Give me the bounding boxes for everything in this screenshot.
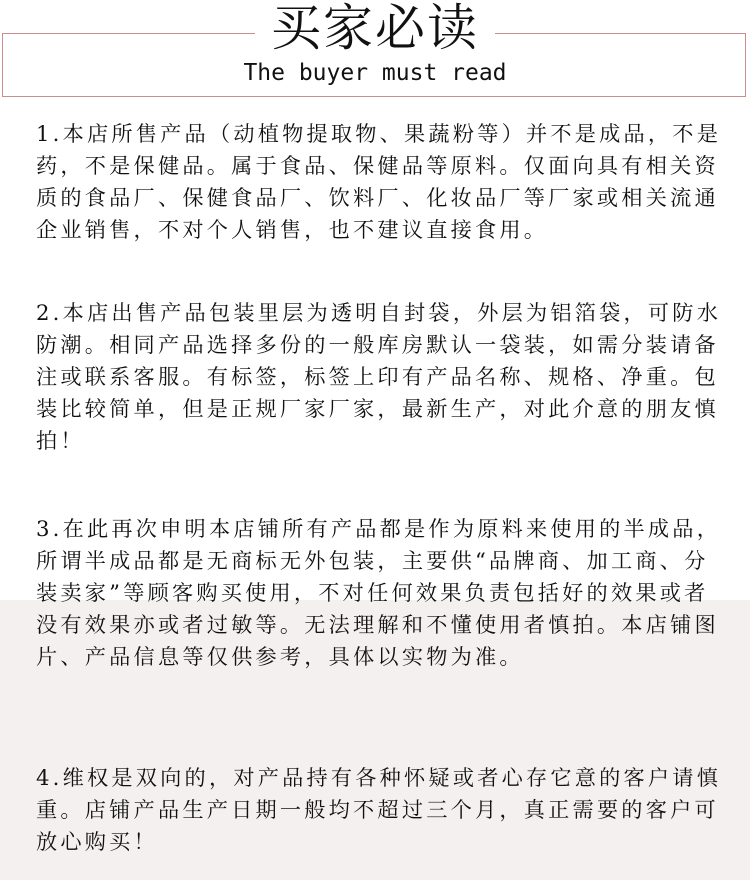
- header: [0, 0, 750, 60]
- page-subtitle: The buyer must read: [243, 60, 507, 86]
- page-title: 买家必读: [255, 0, 495, 60]
- notice-paragraph-2: 2.本店出售产品包装里层为透明自封袋，外层为铝箔袋，可防水防潮。相同产品选择多份的一般库房默认一袋装，如需分装请备注或联系客服。有标签，标签上印有产品名称、规格、净重。包装比较简单，但是正规厂家厂家，最新生产，对此介意的朋友慎拍！: [36, 300, 722, 453]
- notice-paragraph-1: 1.本店所售产品（动植物提取物、果蔬粉等）并不是成品，不是药，不是保健品。属于食品、保健品等原料。仅面向具有相关资质的食品厂、保健食品厂、饮料厂、化妆品厂等厂家或相关流通企业销售，不对个人销售，也不建议直接食用。: [36, 121, 722, 242]
- notice-paragraph-3: 3.在此再次申明本店铺所有产品都是作为原料来使用的半成品，所谓半成品都是无商标无外包装，主要供“品牌商、加工商、分装卖家”等顾客购买使用，不对任何效果负责包括好的效果或者没有效果亦或者过敏等。无法理解和不懂使用者慎拍。本店铺图片、产品信息等仅供参考，具体以实物为准。: [36, 516, 722, 669]
- notice-paragraph-4: 4.维权是双向的，对产品持有各种怀疑或者心存它意的客户请慎重。店铺产品生产日期一般均不超过三个月，真正需要的客户可放心购买！: [36, 765, 722, 854]
